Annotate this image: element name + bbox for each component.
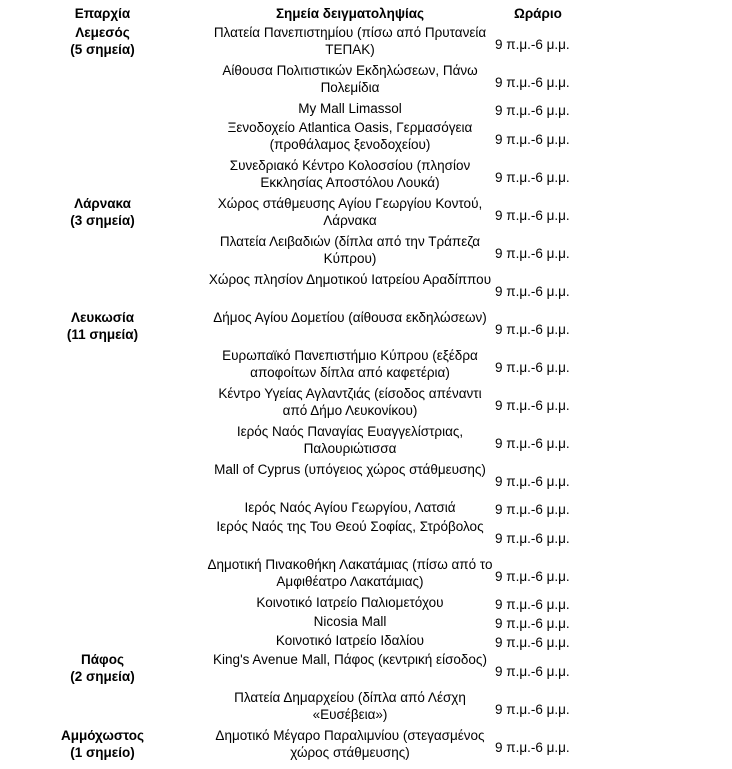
region-cell — [0, 461, 205, 499]
site-cell: Ιερός Ναός Παναγίας Ευαγγελίστριας, Παλουριώτισσα — [236, 424, 464, 456]
hours-cell — [495, 195, 732, 233]
hours-text: 9 π.μ.-6 μ.μ. — [495, 530, 570, 546]
table-row — [0, 518, 732, 556]
table-row — [0, 556, 732, 594]
table-row — [0, 157, 732, 195]
hours-text: 9 π.μ.-6 μ.μ. — [495, 36, 570, 52]
table-row — [0, 100, 732, 119]
table-row — [0, 119, 732, 157]
table-row — [0, 594, 732, 613]
table-row — [0, 613, 732, 632]
hours-text: 9 π.μ.-6 μ.μ. — [495, 502, 570, 517]
hours-text: 9 π.μ.-6 μ.μ. — [495, 207, 570, 223]
table-row — [0, 309, 732, 347]
region-cell — [0, 423, 205, 461]
region-cell — [0, 499, 205, 518]
site-cell: Πλατεία Δημαρχείου (δίπλα από Λέσχη «Ευσέβεια») — [234, 690, 466, 722]
hours-text: 9 π.μ.-6 μ.μ. — [495, 635, 570, 650]
hours-text: 9 π.μ.-6 μ.μ. — [495, 74, 570, 90]
hours-text: 9 π.μ.-6 μ.μ. — [495, 663, 570, 679]
hours-cell — [495, 62, 732, 100]
table-row — [0, 499, 732, 518]
hours-cell — [495, 233, 732, 271]
region-cell — [0, 594, 205, 613]
region-cell — [0, 195, 205, 233]
hours-cell — [495, 385, 732, 423]
hours-cell — [495, 461, 732, 499]
region-cell — [0, 271, 205, 309]
hours-cell — [495, 347, 732, 385]
region-count: (5 σημεία) — [70, 42, 135, 57]
site-cell: Δήμος Αγίου Δομετίου (αίθουσα εκδηλώσεων) — [213, 310, 487, 325]
site-cell: Χώρος στάθμευσης Αγίου Γεωργίου Κοντού, Λάρνακα — [217, 196, 483, 228]
region-cell — [0, 518, 205, 556]
site-cell: Δημοτικό Μέγαρο Παραλιμνίου (στεγασμένος χώρος στάθμευσης) — [215, 728, 485, 760]
site-cell: Κοινοτικό Ιατρείο Παλιομετόχου — [256, 595, 444, 610]
site-cell: Κέντρο Υγείας Αγλαντζιάς (είσοδος απέναντι από Δήμο Λευκονίκου) — [218, 386, 482, 418]
region-cell — [0, 24, 205, 62]
table-header-row — [0, 0, 732, 24]
table-row — [0, 385, 732, 423]
region-cell — [0, 347, 205, 385]
site-cell: Συνεδριακό Κέντρο Κολοσσίου (πλησίον Εκκλησίας Αποστόλου Λουκά) — [229, 158, 471, 190]
site-cell: My Mall Limassol — [298, 101, 402, 116]
table-row — [0, 632, 732, 651]
site-cell: Ξενοδοχείο Atlantica Oasis, Γερμασόγεια (προθάλαμος ξενοδοχείου) — [227, 120, 473, 152]
table-row — [0, 461, 732, 499]
site-cell: Mall of Cyprus (υπόγειος χώρος στάθμευσης) — [214, 462, 486, 477]
region-cell — [0, 689, 205, 727]
hours-text: 9 π.μ.-6 μ.μ. — [495, 473, 570, 489]
hours-cell — [495, 518, 732, 556]
hours-cell — [495, 24, 732, 62]
region-name: Αμμόχωστος — [60, 728, 145, 743]
region-name: Λεμεσός — [75, 25, 130, 40]
site-cell: Πλατεία Πανεπιστημίου (πίσω από Πρυτανεία ΤΕΠΑΚ) — [213, 25, 487, 57]
hours-text: 9 π.μ.-6 μ.μ. — [495, 701, 570, 717]
hours-cell — [495, 613, 732, 632]
region-cell — [0, 62, 205, 100]
hours-cell — [495, 632, 732, 651]
table-body — [0, 24, 732, 765]
region-cell — [0, 119, 205, 157]
region-cell — [0, 556, 205, 594]
hours-text: 9 π.μ.-6 μ.μ. — [495, 739, 570, 755]
site-cell: Ευρωπαϊκό Πανεπιστήμιο Κύπρου (εξέδρα αποφοίτων δίπλα από καφετέρια) — [222, 348, 478, 380]
hours-cell — [495, 100, 732, 119]
hours-text: 9 π.μ.-6 μ.μ. — [495, 103, 570, 118]
hours-text: 9 π.μ.-6 μ.μ. — [495, 169, 570, 185]
region-cell — [0, 385, 205, 423]
region-cell — [0, 632, 205, 651]
table-row — [0, 651, 732, 689]
table-row — [0, 195, 732, 233]
hours-cell — [495, 423, 732, 461]
table-row — [0, 62, 732, 100]
table-row — [0, 347, 732, 385]
hours-text: 9 π.μ.-6 μ.μ. — [495, 359, 570, 375]
region-cell — [0, 233, 205, 271]
hours-text: 9 π.μ.-6 μ.μ. — [495, 435, 570, 451]
hours-cell — [495, 499, 732, 518]
region-cell — [0, 613, 205, 632]
region-count: (3 σημεία) — [70, 213, 135, 228]
site-cell: Αίθουσα Πολιτιστικών Εκδηλώσεων, Πάνω Πολεμίδια — [222, 63, 478, 95]
hours-cell — [495, 271, 732, 309]
header-hours: Ωράριο — [514, 6, 562, 21]
header-region: Επαρχία — [74, 6, 131, 21]
region-cell — [0, 651, 205, 689]
hours-cell — [495, 594, 732, 613]
site-cell: Χώρος πλησίον Δημοτικού Ιατρείου Αραδίππου — [208, 272, 492, 287]
table-row — [0, 689, 732, 727]
hours-cell — [495, 727, 732, 765]
site-cell: Nicosia Mall — [313, 614, 387, 629]
site-cell: King's Avenue Mall, Πάφος (κεντρική είσοδος) — [213, 652, 487, 667]
site-cell: Κοινοτικό Ιατρείο Ιδαλίου — [275, 633, 425, 648]
hours-cell — [495, 689, 732, 727]
table-row — [0, 271, 732, 309]
hours-text: 9 π.μ.-6 μ.μ. — [495, 283, 570, 299]
site-cell: Πλατεία Λειβαδιών (δίπλα από την Τράπεζα Κύπρου) — [219, 234, 481, 266]
header-site: Σημεία δειγματοληψίας — [275, 6, 425, 21]
hours-text: 9 π.μ.-6 μ.μ. — [495, 616, 570, 631]
hours-text: 9 π.μ.-6 μ.μ. — [495, 568, 570, 584]
site-cell: Δημοτική Πινακοθήκη Λακατάμιας (πίσω από το Αμφιθέατρο Λακατάμιας) — [207, 557, 493, 589]
region-count: (1 σημείο) — [70, 745, 135, 760]
hours-cell — [495, 119, 732, 157]
table-row — [0, 233, 732, 271]
site-cell: Ιερός Ναός της Του Θεού Σοφίας, Στρόβολος — [216, 519, 484, 534]
table-row — [0, 423, 732, 461]
hours-cell — [495, 651, 732, 689]
site-cell: Ιερός Ναός Αγίου Γεωργίου, Λατσιά — [244, 500, 456, 515]
region-count: (2 σημεία) — [70, 669, 135, 684]
region-cell — [0, 727, 205, 765]
region-name: Λάρνακα — [74, 196, 131, 211]
region-cell — [0, 157, 205, 195]
hours-text: 9 π.μ.-6 μ.μ. — [495, 597, 570, 612]
hours-text: 9 π.μ.-6 μ.μ. — [495, 245, 570, 261]
hours-text: 9 π.μ.-6 μ.μ. — [495, 131, 570, 147]
table-row — [0, 727, 732, 765]
hours-cell — [495, 309, 732, 347]
hours-cell — [495, 157, 732, 195]
hours-cell — [495, 556, 732, 594]
region-cell — [0, 309, 205, 347]
region-name: Λευκωσία — [70, 310, 135, 325]
hours-text: 9 π.μ.-6 μ.μ. — [495, 397, 570, 413]
table-row — [0, 24, 732, 62]
region-name: Πάφος — [81, 652, 124, 667]
region-cell — [0, 100, 205, 119]
region-count: (11 σημεία) — [66, 327, 139, 342]
hours-text: 9 π.μ.-6 μ.μ. — [495, 321, 570, 337]
